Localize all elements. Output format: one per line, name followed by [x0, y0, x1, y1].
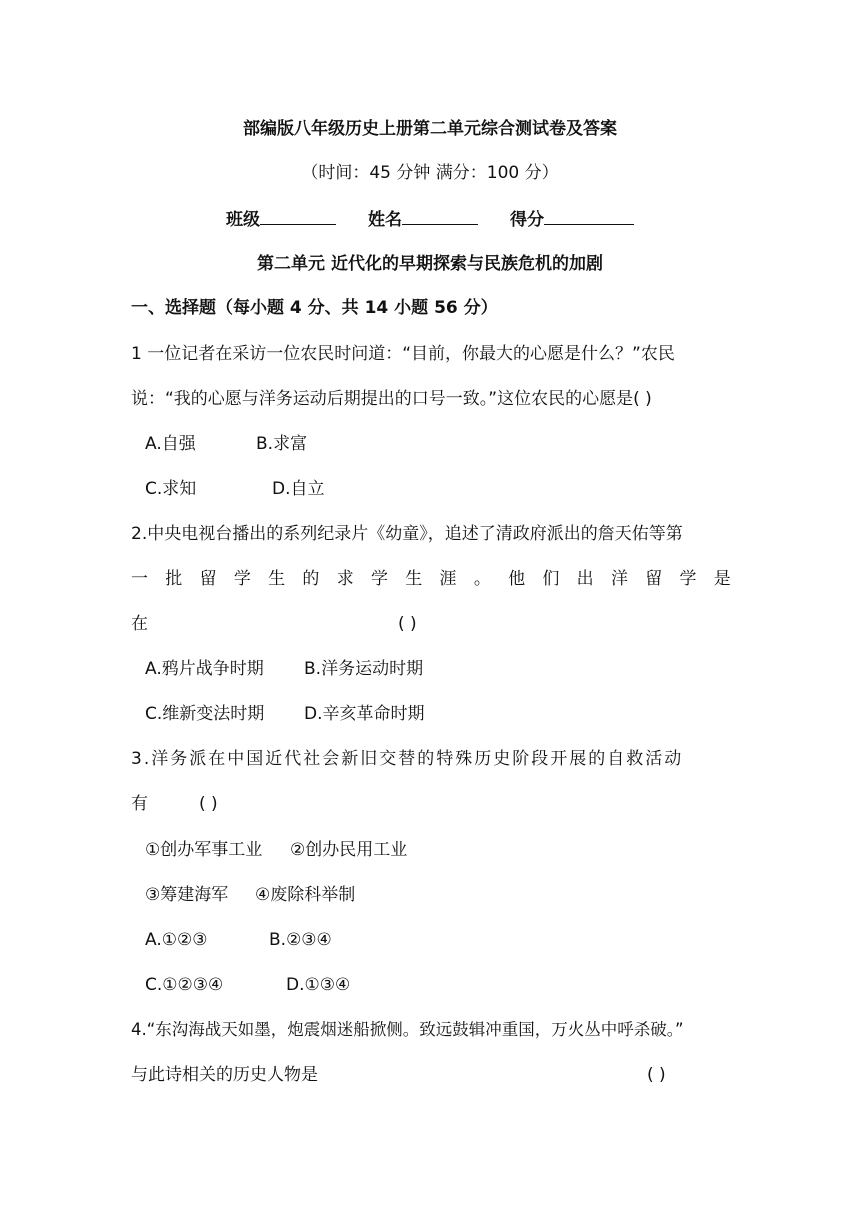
question-3-answer-blank[interactable]: ( ): [199, 794, 218, 814]
class-field[interactable]: [226, 206, 336, 232]
unit-title: 第二单元 近代化的早期探索与民族危机的加剧: [257, 254, 603, 274]
option-b[interactable]: B.洋务运动时期: [304, 659, 424, 679]
section-heading: 一、选择题（每小题 4 分、共 14 小题 56 分）: [131, 298, 498, 318]
question-3-statements-row-2: [145, 883, 355, 907]
class-blank[interactable]: [260, 206, 336, 225]
q2-char: 一: [131, 569, 148, 589]
q2-char: 他: [508, 569, 526, 589]
q2-char: 的: [302, 569, 320, 589]
question-1-options-row-1: [145, 432, 307, 456]
class-label: 班级: [226, 210, 260, 230]
name-field[interactable]: [368, 206, 478, 232]
q2-char: 洋: [610, 569, 628, 589]
document-title: 部编版八年级历史上册第二单元综合测试卷及答案: [243, 119, 617, 139]
statement-4: ④废除科举制: [255, 885, 356, 905]
q2-char: 生: [268, 569, 286, 589]
q2-char: 留: [199, 569, 217, 589]
question-2-options-row-2: [145, 702, 425, 726]
question-3-line-1: 3.洋务派在中国近代社会新旧交替的特殊历史阶段开展的自救活动: [131, 749, 684, 769]
option-c[interactable]: C.①②③④: [145, 975, 224, 995]
q2-char: 学: [679, 569, 697, 589]
question-4-line-1: 4.“东沟海战天如墨，炮震烟迷船掀侧。致远鼓辑冲重国，万火丛中呼杀破。”: [131, 1020, 684, 1039]
score-field[interactable]: [510, 206, 634, 232]
statement-2: ②创办民用工业: [290, 840, 408, 860]
option-b[interactable]: B.②③④: [269, 930, 332, 950]
q2-char: 们: [542, 569, 560, 589]
option-c[interactable]: C.维新变法时期: [145, 704, 265, 724]
q2-char: 出: [576, 569, 594, 589]
q2-char: 学: [370, 569, 388, 589]
question-2-options-row-1: [145, 657, 423, 681]
q2-char: 涯: [439, 569, 457, 589]
question-2-answer-blank[interactable]: ( ): [398, 614, 417, 634]
statement-1: ①创办军事工业: [145, 840, 263, 860]
q2-char: 留: [645, 569, 663, 589]
option-c[interactable]: C.求知: [145, 479, 197, 499]
q2-char: 求: [336, 569, 354, 589]
statement-3: ③筹建海军: [145, 885, 229, 905]
question-2-line-3: 在: [131, 614, 148, 634]
q2-char: 是: [713, 569, 731, 589]
q2-char: 批: [165, 569, 183, 589]
q2-char: 学: [233, 569, 251, 589]
question-1-line-2: 说：“我的心愿与洋务运动后期提出的口号一致。”这位农民的心愿是( ): [131, 389, 652, 409]
exam-time-score: （时间：45 分钟 满分：100 分）: [301, 163, 559, 183]
option-d[interactable]: D.辛亥革命时期: [304, 704, 425, 724]
option-a[interactable]: A.①②③: [145, 930, 208, 950]
option-d[interactable]: D.①③④: [286, 975, 351, 995]
question-3-options-row-2: [145, 973, 350, 997]
question-3-options-row-1: [145, 928, 332, 952]
score-blank[interactable]: [544, 206, 634, 225]
q2-char: 。: [473, 569, 491, 589]
name-label: 姓名: [368, 210, 402, 230]
question-4-answer-blank[interactable]: ( ): [647, 1065, 666, 1085]
question-1-options-row-2: [145, 477, 325, 501]
question-2-line-2: [131, 567, 731, 591]
name-blank[interactable]: [402, 206, 478, 225]
question-4-line-2: 与此诗相关的历史人物是: [131, 1065, 318, 1085]
score-label: 得分: [510, 210, 544, 230]
option-b[interactable]: B.求富: [256, 434, 308, 454]
option-a[interactable]: A.自强: [145, 434, 196, 454]
question-1-line-1: 1 一位记者在采访一位农民时问道：“目前，你最大的心愿是什么？”农民: [131, 344, 675, 364]
question-2-line-1: 2.中央电视台播出的系列纪录片《幼童》，追述了清政府派出的詹天佑等第: [131, 524, 683, 544]
q2-char: 生: [405, 569, 423, 589]
option-d[interactable]: D.自立: [272, 479, 325, 499]
student-info-row: [0, 206, 860, 232]
question-3-statements-row-1: [145, 838, 407, 862]
question-3-line-2: 有: [131, 794, 148, 814]
option-a[interactable]: A.鸦片战争时期: [145, 659, 264, 679]
